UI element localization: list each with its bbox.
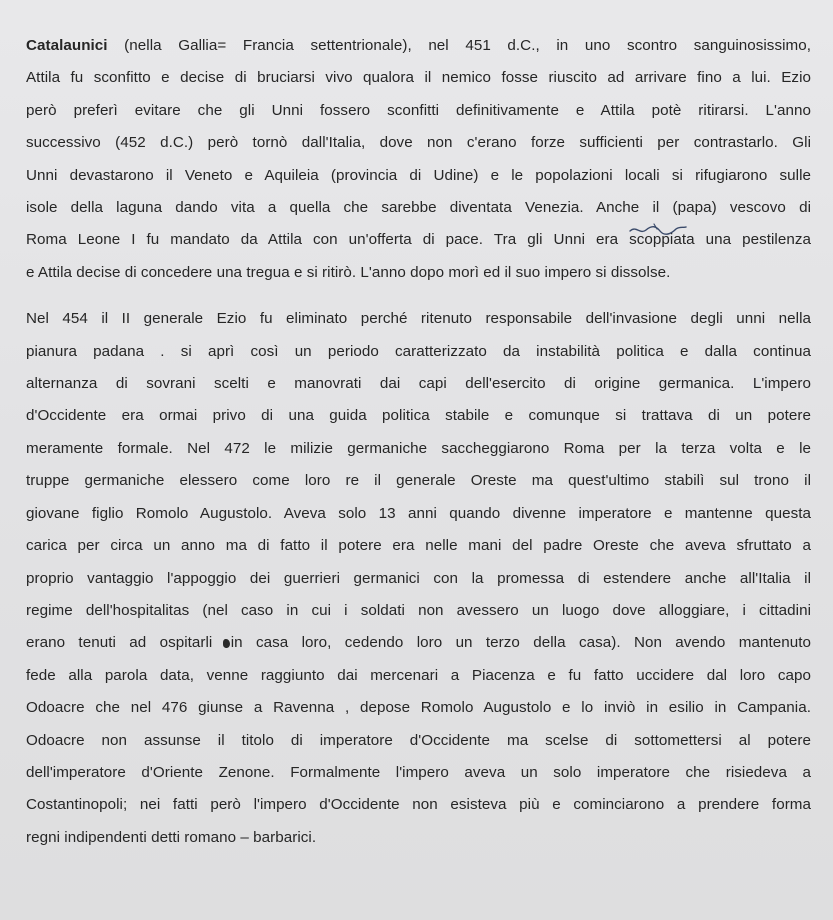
text-line: Attila fu sconfitto e decise di bruciarsi vivo qualora il nemico fosse riuscito ad arrivare fino a lui. Ezio: [26, 69, 811, 87]
paragraph-1: [26, 30, 811, 289]
text-line: dell'imperatore d'Oriente Zenone. Formalmente l'impero aveva un solo imperatore che risiedeva a: [26, 763, 811, 781]
text-line: pianura padana . si aprì così un periodo caratterizzato da instabilità politica e dalla continua: [26, 342, 811, 360]
bold-word: Catalaunici: [26, 37, 108, 54]
text-line: Nel 454 il II generale Ezio fu eliminato perché ritenuto responsabile dell'invasione degli unni nella: [26, 310, 811, 328]
text-line: Odoacre che nel 476 giunse a Ravenna , depose Romolo Augustolo e lo inviò in esilio in Campania.: [26, 699, 811, 717]
text-line: e Attila decise di concedere una tregua e si ritirò. L'anno dopo morì ed il suo impero si dissolse.: [26, 263, 671, 281]
text-line: regime dell'hospitalitas (nel caso in cui i soldati non avessero un luogo dove alloggiare, i cittadini: [26, 601, 811, 619]
text-line: Unni devastarono il Veneto e Aquileia (provincia di Udine) e le popolazioni locali si rifugiarono sulle: [26, 166, 811, 184]
text-line: Costantinopoli; nei fatti però l'impero d'Occidente non esisteva più e cominciarono a prendere forma: [26, 796, 811, 814]
ink-blot-icon: [223, 639, 230, 648]
text-line: isole della laguna dando vita a quella che sarebbe diventata Venezia. Anche il (papa) vescovo di: [26, 199, 811, 217]
text-line: proprio vantaggio l'appoggio dei guerrieri germanici con la promessa di estendere anche all'Italia il: [26, 569, 811, 587]
text-line: fede alla parola data, venne raggiunto dai mercenari a Piacenza e fu fatto uccidere dal loro capo: [26, 666, 811, 684]
paragraph-2: [26, 303, 811, 854]
text-line: giovane figlio Romolo Augustolo. Aveva solo 13 anni quando divenne imperatore e mantenne questa: [26, 504, 811, 522]
handwritten-squiggle-icon: [628, 223, 688, 237]
text-line: però preferì evitare che gli Unni fossero sconfitti definitivamente e Attila potè ritirarsi. L'anno: [26, 101, 811, 119]
text-line: meramente formale. Nel 472 le milizie germaniche saccheggiarono Roma per la terza volta e le: [26, 439, 811, 457]
text-line: truppe germaniche elessero come loro re il generale Oreste ma quest'ultimo stabilì sul trono il: [26, 472, 811, 490]
text-line: successivo (452 d.C.) però tornò dall'Italia, dove non c'erano forze sufficienti per contrastarlo. Gli: [26, 134, 811, 152]
text-line: Roma Leone I fu mandato da Attila con un'offerta di pace. Tra gli Unni era scoppiata una pestilenza: [26, 231, 811, 249]
text-line: regni indipendenti detti romano – barbarici.: [26, 828, 317, 846]
text-line: carica per circa un anno ma di fatto il potere era nelle mani del padre Oreste che aveva sfruttato a: [26, 537, 811, 555]
text-line: Catalaunici (nella Gallia= Francia settentrionale), nel 451 d.C., in uno scontro sanguinosissimo,: [26, 37, 811, 54]
text-line: Odoacre non assunse il titolo di imperatore d'Occidente ma scelse di sottomettersi al potere: [26, 731, 811, 749]
text-line: d'Occidente era ormai privo di una guida politica stabile e comunque si trattava di un potere: [26, 407, 811, 425]
text-line: erano tenuti ad ospitarli in casa loro, cedendo loro un terzo della casa). Non avendo mantenuto: [26, 634, 811, 652]
text-line: alternanza di sovrani scelti e manovrati dai capi dell'esercito di origine germanica. L'impero: [26, 375, 811, 393]
